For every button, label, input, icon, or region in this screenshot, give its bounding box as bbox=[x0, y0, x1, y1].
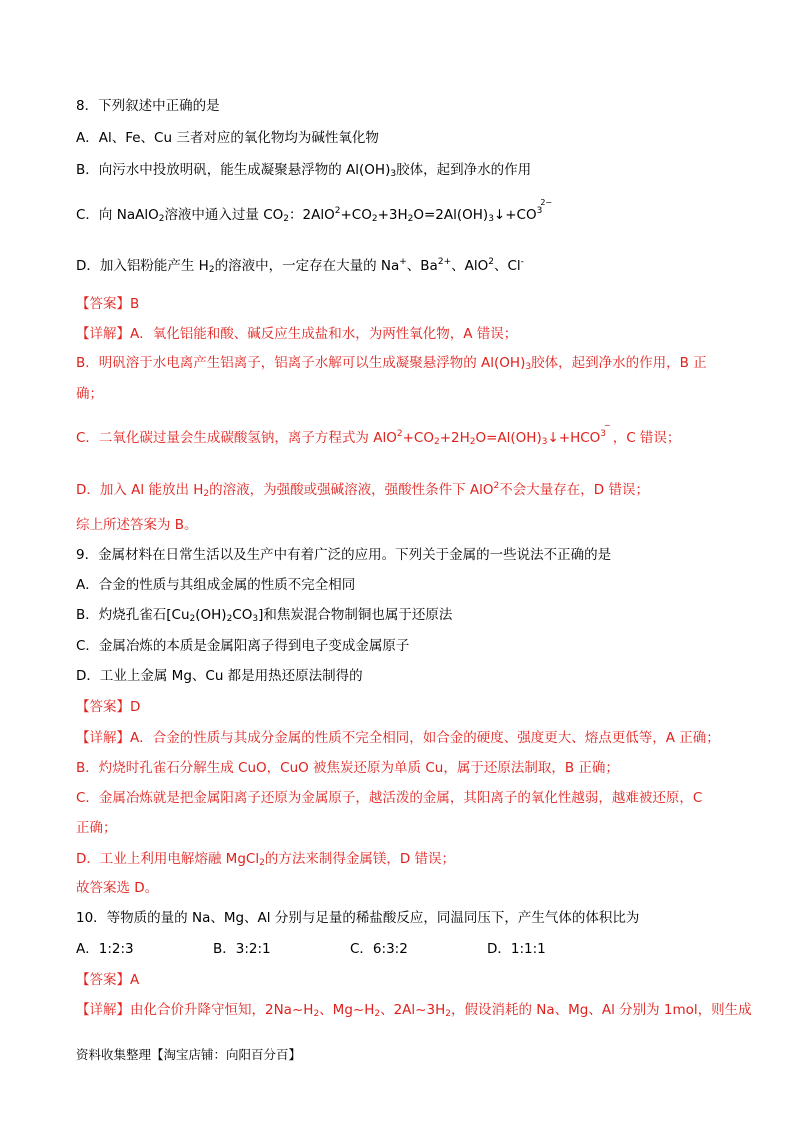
page-footer: 资料收集整理【淘宝店铺：向阳百分百】 bbox=[76, 1047, 302, 1062]
q9-summary: 故答案选 D。 bbox=[76, 880, 159, 896]
q9-detail-b: B．灼烧时孔雀石分解生成 CuO，CuO 被焦炭还原为单质 Cu，属于还原法制取，B 正确； bbox=[76, 760, 619, 776]
q8-summary: 综上所述答案为 B。 bbox=[76, 517, 198, 533]
q8-stem: 8．下列叙述中正确的是 bbox=[76, 98, 220, 114]
q9-detail-c: C．金属冶炼就是把金属阳离子还原为金属原子，越活泼的金属，其阳离子的氧化性越弱，越难被还原，C bbox=[76, 790, 703, 806]
q9-option-d: D．工业上金属 Mg、Cu 都是用热还原法制得的 bbox=[76, 668, 363, 684]
q9-stem: 9．金属材料在日常生活以及生产中有着广泛的应用。下列关于金属的一些说法不正确的是 bbox=[76, 547, 612, 563]
q10-options bbox=[76, 939, 596, 959]
q8-detail-c: C．二氧化碳过量会生成碳酸氢钠，离子方程式为 $AlO^2+CO_2+2H_2O=Al(OH)_3↓+HCO^{3-}$，C 错误； bbox=[76, 421, 681, 447]
q8-option-c: C．向 NaAlO$_2$溶液中通入过量 $CO_2$：$2AlO^2+CO_2+3H_2O=2Al(OH)_3↓+CO^{32-}$ bbox=[76, 198, 553, 224]
q9-detail-a: 【详解】A．合金的性质与其成分金属的性质不完全相同，如合金的硬度、强度更大、熔点更低等，A 正确； bbox=[76, 730, 720, 746]
q10-option-d: D．1:1:1 bbox=[487, 941, 546, 957]
q10-detail: 【详解】由化合价升降守恒知，$2Na\sim H_2$、$Mg\sim H_2$、$2Al\sim 3H_2$，假设消耗的 Na、Mg、Al 分别为 1mol，则生成 bbox=[76, 1002, 752, 1019]
q10-stem: 10．等物质的量的 Na、Mg、Al 分别与足量的稀盐酸反应，同温同压下，产生气体的体积比为 bbox=[76, 910, 640, 926]
q8-option-a: A．Al、Fe、Cu 三者对应的氧化物均为碱性氧化物 bbox=[76, 130, 379, 146]
q9-detail-d: D．工业上利用电解熔融 MgCl$_2$的方法来制得金属镁，D 错误； bbox=[76, 851, 456, 868]
q8-detail-b-cont: 确； bbox=[76, 386, 103, 402]
q9-detail-c-cont: 正确； bbox=[76, 820, 117, 836]
q8-detail-d: D．加入 Al 能放出 $H_2$的溶液，为强酸或强碱溶液，强酸性条件下 AlO$^2$不会大量存在，D 错误； bbox=[76, 481, 649, 499]
q8-detail-b: B．明矾溶于水电离产生铝离子，铝离子水解可以生成凝聚悬浮物的 $Al(OH)_3$胶体，起到净水的作用，B 正 bbox=[76, 355, 707, 372]
q9-option-b: B．灼烧孔雀石$[Cu_2(OH)_2CO_3]$和焦炭混合物制铜也属于还原法 bbox=[76, 607, 453, 624]
q10-option-c: C．6:3:2 bbox=[350, 941, 408, 957]
q9-answer: 【答案】D bbox=[76, 699, 141, 715]
q9-option-a: A．合金的性质与其组成金属的性质不完全相同 bbox=[76, 577, 356, 593]
q10-answer: 【答案】A bbox=[76, 972, 140, 988]
q8-option-d: D．加入铝粉能产生 $H_2$的溶液中，一定存在大量的 Na+、$Ba^{2+}$、AlO$^2$、Cl- bbox=[76, 257, 524, 275]
q10-option-a: A．1:2:3 bbox=[76, 941, 134, 957]
q8-option-b: B．向污水中投放明矾，能生成凝聚悬浮物的 $Al(OH)_3$胶体，起到净水的作用 bbox=[76, 162, 532, 179]
q8-answer: 【答案】B bbox=[76, 296, 140, 312]
q8-detail-a: 【详解】A．氧化铝能和酸、碱反应生成盐和水，为两性氧化物，A 错误； bbox=[76, 326, 518, 342]
q10-option-b: B．3:2:1 bbox=[213, 941, 271, 957]
q9-option-c: C．金属冶炼的本质是金属阳离子得到电子变成金属原子 bbox=[76, 638, 410, 654]
